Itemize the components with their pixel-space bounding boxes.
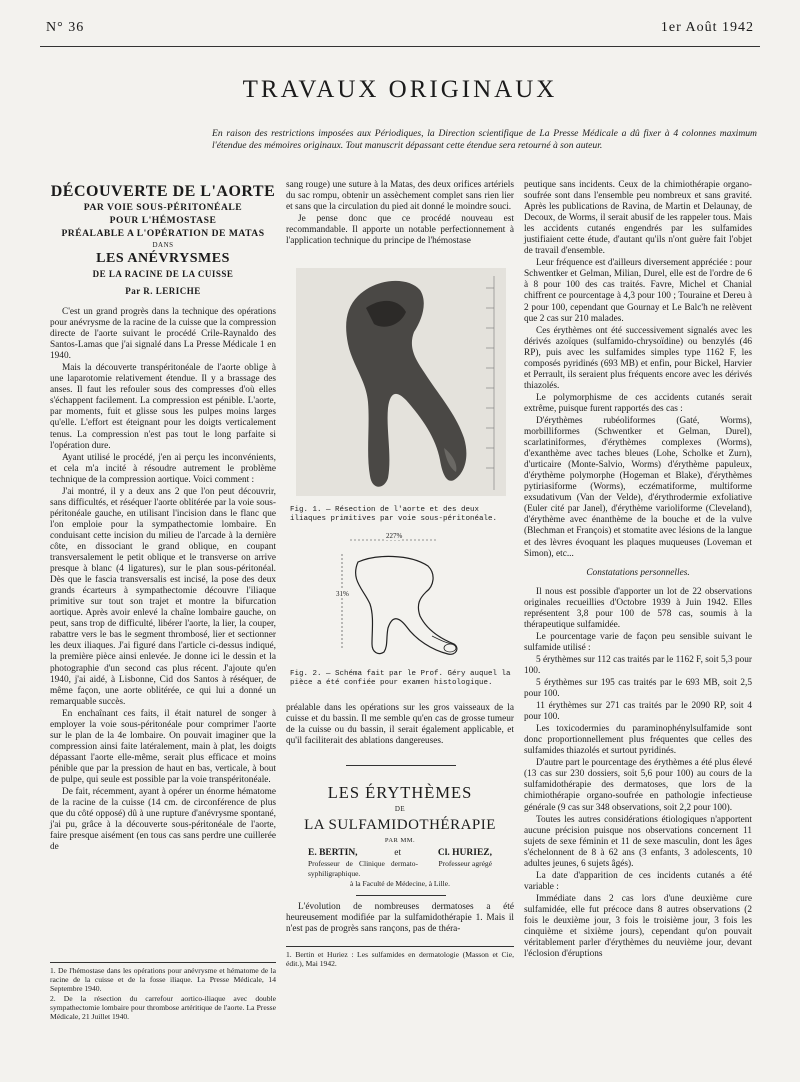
article-subtitle-5: LES ANÉVRYSMES: [96, 251, 230, 266]
author-bertin: E. BERTIN,: [308, 848, 358, 858]
affiliation-3: à la Faculté de Médecine, à Lille.: [350, 879, 450, 888]
paragraph: 5 érythèmes sur 112 cas traités par le 1162 F, soit 5,3 pour 100.: [524, 654, 752, 676]
editorial-notice: En raison des restrictions imposées aux Périodiques, la Direction scientifique de La Presse Médicale a dû fixer à 4 colonnes maximum l'étendue des mémoires originaux. Tout manuscrit dépassant cette étendue sera retourné à son auteur.: [212, 128, 757, 151]
column-2-bottom: [286, 703, 514, 748]
article-2-intro: [286, 902, 514, 936]
article-2-par: PAR MM.: [384, 837, 416, 844]
paragraph: De fait, récemment, ayant à opérer un énorme hématome de la racine de la cuisse (14 cm. de circonférence de plus que du côté opposé) dû à une rupture d'anévrysme spontané, j'ai pu, grâce à la découverte sous-péritonéale de l'aorte, faire presque aisément (en tous cas sans perdre une cuillerée de: [50, 787, 276, 853]
section-title: TRAVAUX ORIGINAUX: [242, 76, 558, 103]
paragraph: Le polymorphisme de ces accidents cutanés serait extrême, puisque furent rapportés des cas :: [524, 392, 752, 414]
footnote-rule-2: [286, 946, 514, 947]
author-huriez: Cl. HURIEZ,: [437, 848, 492, 858]
paragraph: Les toxicodermies du paraminophénylsulfamide sont donc proportionnellement plus fréquentes que celles des sulfamides thiazolés et surtout pyridinés.: [524, 724, 752, 757]
article-title: DÉCOUVERTE DE L'AORTE: [50, 183, 276, 200]
article-subtitle-1: PAR VOIE SOUS-PÉRITONÉALE: [83, 202, 243, 213]
paragraph: En enchaînant ces faits, il était naturel de songer à employer la voie sous-péritonéale pour comprimer l'aorte sur le plan de la 4e lombaire. On pouvait imaginer que la compression ainsi faite latéralement, main à plat, les doigts dépassant l'aorte elle-même, serait plus efficace et moins pénible que par la pression de haut en bas, verticale, à bout de pulpe, qui seule est possible par la voie transpéritonéale.: [50, 708, 276, 785]
figure-2-drawing: [336, 532, 474, 660]
affiliation-2: Professeur agrégé: [438, 859, 492, 868]
paragraph: Immédiate dans 2 cas lors d'une deuxième cure sulfamidée, elle fut précoce dans 8 autres observations (2 fois le deuxième jour, 3 fois le troisième jour, 3 fois les cinquième et sixième jours), cependant qu'on pouvait véritablement parler d'érythèmes du neuvième jour, devant l'éclosion d'éruptions: [524, 893, 752, 960]
article-subtitle-3: PRÉALABLE A L'OPÉRATION DE MATAS: [61, 228, 265, 239]
figure-1-photo: [296, 268, 506, 496]
paragraph: D'érythèmes rubéoliformes (Gaté, Worms), morbilliformes (Schwentker et Gelman, Durel), scarlatiniformes, d'érythèmes complexes (Worms), d'exanthème avec taches bleues (Lohe, Scholke et Zurn), d'urticaire (Monte-Salvio, Worms) d'érythème papuleux, d'érythème polymorphe (Hogeman et Blake), d'érythèmes pytiriasiforme (Worms), eczématiforme, multiforme exsudativum (Van der Velde), d'érythrodermie exfoliative (Euler cité par Janel), d'érythème varioliforme (Cleveland), d'érythème avec énanthème de la bouche et de la vulve (Blechman et François) et stomatite avec lésions de la langue et des lèvres évoquant les plaques muqueuses (Loveman et Simon), etc...: [524, 415, 752, 559]
author: Par R. LERICHE: [125, 286, 201, 296]
article-2-authors: [286, 847, 514, 859]
paragraph: Il nous est possible d'apporter un lot de 22 observations originales recueillies d'Octobre 1939 à Juin 1942. Elles représentent 3,8 pour 100 de 578 cas, soumis à la thérapeutique sulfamidée.: [524, 586, 752, 630]
paragraph: Ayant utilisé le procédé, j'en ai perçu les inconvénients, et cela m'a incité à résoudre autrement le problème technique de la compression aortique. Voici comment :: [50, 452, 276, 485]
article-2-title-1: LES ÉRYTHÈMES: [327, 783, 473, 802]
paragraph: Leur fréquence est d'ailleurs diversement appréciée : pour Schwentker et Gelman, Milian, Durel, elle est de l'ordre de 6 à 8 pour 100 des cas traités. Favre, Michel et Chanial chiffrent ce pourcentage à 4,3 pour 100 ; Touraine et Dereu à 2 pour 100, cependant que Gournay et Le Balc'h ne relèvent que 2 cas sur 210 malades.: [524, 258, 752, 324]
paragraph: 5 érythèmes sur 195 cas traités par le 693 MB, soit 2,5 pour 100.: [524, 678, 752, 700]
page-number: N° 36: [46, 20, 85, 35]
paragraph: Toutes les autres considérations étiologiques n'apportent aucune précision puisque nos observations concernent 11 sujets de sexe féminin et 11 de sexe masculin, dont les âges s'échelonnent de 8 à 62 ans (3 enfants, 3 adolescents, 10 adultes jeunes, 6 sujets âgés).: [524, 814, 752, 869]
footnote: 1. Bertin et Huriez : Les sulfamides en dermatologie (Masson et Cie, édit.), Mai 1942.: [286, 950, 514, 968]
article-2-footnote: [286, 950, 514, 969]
figure-1-caption: Fig. 1. — Résection de l'aorte et des deux iliaques primitives par voie sous-péritonéale.: [290, 506, 498, 523]
column-3: [524, 180, 752, 961]
article-subtitle-6: DE LA RACINE DE LA CUISSE: [92, 269, 234, 279]
paragraph: C'est un grand progrès dans la technique des opérations pour anévrysme de la racine de la cuisse que la compression directe de l'aorte suivant le procédé Crile-Raynaldo des Santos-Lamas que j'ai signalé dans La Presse Médicale 1 en 1940.: [50, 307, 276, 362]
column-2-top: [286, 180, 514, 248]
affiliation-1: Professeur de Clinique dermato-syphiligraphique.: [308, 859, 418, 878]
figure-2-label-top: 227%: [386, 532, 403, 540]
footnote-rule: [50, 962, 276, 963]
paragraph: 11 érythèmes sur 271 cas traités par le 2090 RP, soit 4 pour 100.: [524, 701, 752, 723]
paragraph: La date d'apparition de ces incidents cutanés a été variable :: [524, 870, 752, 892]
paragraph: J'ai montré, il y a deux ans 2 que l'on peut découvrir, sans difficultés, et réséquer l'aorte oblitérée par la voie sous-péritonéale gauche, en utilisant l'incision dans le flanc que l'on emploie pour la sympathectomie lombaire. En conduisant cette incision du milieu de l'arcade à la dernière côte, en dissociant le grand oblique, en coupant transversalement le petit oblique et le transverse on arrive presque à blanc (4 ligatures), sur le plan sous-péritonéal. Dès que le fascia transversalis est incisé, la pose des deux grands écarteurs à sympathectomie découvre l'iliaque primitive sur tout son trajet et montre la bifurcation aortique. Après avoir enlevé la chaîne lombaire gauche, on peut, sans trop de difficulté, libérer l'aorte, la lier, la couper, rabattre vers le bas le segment thrombosé, lier et sectionner les deux iliaques. J'ai figuré dans l'article ci-dessus indiqué, la première pièce ainsi enlevée. Je donne ici le dessin et la photographie d'un second cas plus récent. J'ajoute qu'en 1940, j'ai aidé, à Lisbonne, Cid dos Santos à réséquer, de même façon, une aorte oblitérée, ce qui lui a donné un remarquable succès.: [50, 486, 276, 707]
paragraph: Le pourcentage varie de façon peu sensible suivant le sulfamide utilisé :: [524, 631, 752, 653]
section-rule: [346, 765, 456, 766]
article-2-heading: [286, 783, 514, 890]
article-2-affiliations: [286, 859, 514, 878]
section-rule-2: [356, 895, 446, 896]
paragraph: peutique sans incidents. Ceux de la chimiothérapie organo-soufrée sont dans l'ensemble peu nombreux et sans gravité. Après les publications de Ravina, de Martin et Delaunay, de Decoux, de Worms, il serait abusif de les rappeler tous. Mais les accidents cutanés engendrés par les sulfamides justifiaient cette étude, d'autant qu'ils n'ont guère fait l'objet de travail d'ensemble.: [524, 180, 752, 257]
article-subtitle-2: POUR L'HÉMOSTASE: [109, 215, 217, 226]
article-subtitle-4: DANS: [152, 241, 174, 249]
issue-date: 1er Août 1942: [660, 20, 754, 35]
paragraph: D'autre part le pourcentage des érythèmes a été plus élevé (13 cas sur 230 dossiers, soit 5,6 pour 100) au cours de la sulfamidothérapie des dermatoses, que lors de la chimiothérapie organo-soufrée en pathologie infectieuse générale (9 cas sur 348 observations, soit 2,2 pour 100).: [524, 758, 752, 813]
paragraph: Je pense donc que ce procédé nouveau est recommandable. Il apporte un notable perfectionnement à l'application technique du principe de l'hémostase: [286, 214, 514, 247]
header-rule: [40, 46, 760, 47]
author-et: et: [394, 848, 402, 858]
paragraph: Mais la découverte transpéritonéale de l'aorte oblige à une laparotomie relativement étendue. Il y a brassage des anses. Il faut les refouler sous des compresses d'où elles s'échappent facilement. La compression est pénible. L'aorte, par moments, fuit et glisse sous les pulpes moins larges qu'elle. L'effort est éteignant pour les doigts verticalement tenus. La compression n'est pas tout le long parfaite si l'opération dure.: [50, 363, 276, 451]
paragraph: Ces érythèmes ont été successivement signalés avec les dérivés azoïques (sulfamido-chrysoïdine) ou benzylés (46 RP), puis avec les sulfamides simples type 1162 F, les composés pyridinés (693 MB) et enfin, pour Bickel, Harvier et Perrault, ils seraient plus fréquents encore avec les dérivés thiazolés.: [524, 325, 752, 391]
article-2-de: DE: [394, 805, 406, 813]
paragraph: sang rouge) une suture à la Matas, des deux orifices artériels du sac rompu, obtenir un assèchement complet sans rien lier et sans que la circulation du pied ait donné le moindre souci.: [286, 180, 514, 213]
paragraph: préalable dans les opérations sur les gros vaisseaux de la cuisse et du bassin. Il me semble qu'en cas de grosse tumeur de la cuisse ou du bassin, il serait également applicable, et qu'il faciliterait des ablations dangereuses.: [286, 703, 514, 747]
column-1: [50, 182, 276, 854]
article-2-title-2: LA SULFAMIDOTHÉRAPIE: [304, 817, 496, 833]
footnote: 2. De la résection du carrefour aortico-iliaque avec double sympathectomie lombaire pour thrombose artéritique de l'aorte. La Presse Médicale, 21 Juillet 1940.: [50, 994, 276, 1021]
footnote: 1. De l'hémostase dans les opérations pour anévrysme et hématome de la racine de la cuisse et de la fosse iliaque. La Presse Médicale, 14 Septembre 1940.: [50, 966, 276, 993]
footnotes: [50, 966, 276, 1022]
subheading: Constatations personnelles.: [586, 567, 690, 578]
figure-2-label-side: 31%: [336, 590, 349, 598]
paragraph: L'évolution de nombreuses dermatoses a été heureusement modifiée par la sulfamidothérapie 1. Mais il n'est pas de progrès sans rançons, pas de théra-: [286, 902, 514, 935]
figure-2-caption: Fig. 2. — Schéma fait par le Prof. Géry auquel la pièce a été confiée pour examen histologique.: [290, 670, 511, 687]
